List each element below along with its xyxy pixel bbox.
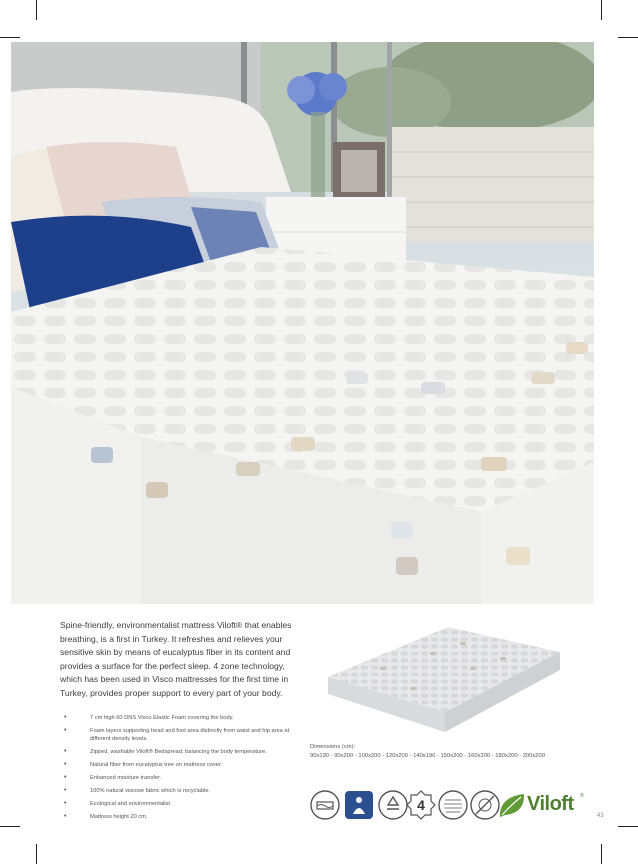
dimensions-label: Dimensions (cm):: [310, 744, 356, 750]
breathable-fabric-icon: [438, 790, 468, 820]
crop-mark: [601, 844, 602, 864]
list-item: • Enhanced moisture transfer.: [62, 774, 302, 782]
zone-number: 4: [417, 797, 425, 813]
list-item: • Natural fiber from eucalyptus tree on mattress cover.: [62, 761, 302, 769]
list-item: • Foam layers supporting head and foot area distinctly from waist and hip area at different density levels.: [62, 727, 302, 744]
crop-mark: [601, 0, 602, 20]
bedroom-photo: [11, 42, 594, 604]
crop-mark: [36, 0, 37, 20]
list-item: • 7 cm high 60 DNS Visco Elastic Foam covering the body.: [62, 714, 302, 722]
crop-mark: [0, 37, 20, 38]
list-item: • 100% natural viscose fabric which is recyclable.: [62, 787, 302, 795]
intro-paragraph: Spine-friendly, environmentalist mattress Viloft® that enables breathing, is a first in Turkey. It refreshes and relieves your sensitive skin by means of eucalyptus fiber in its content and provides a surface for the perfect sleep. 4 zone technology, which has been used in Visco mattresses for the first time in Turkey, provides proper support to every part of your body.: [60, 620, 292, 698]
list-item: • Mattress height 20 cm.: [62, 813, 302, 821]
four-zone-icon: [406, 790, 436, 820]
registered-mark: ®: [580, 793, 584, 799]
list-item: • Ecological and environmentalist.: [62, 800, 302, 808]
zipped-cover-icon: [344, 790, 374, 820]
dimensions-values: 90x190 - 90x200 - 100x200 - 120x200 - 140x190 - 150x200 - 160x200 - 180x200 - 200x200: [310, 753, 545, 759]
washable-mattress-icon: [310, 790, 340, 820]
leaf-icon: [497, 791, 527, 821]
crop-mark: [618, 37, 638, 38]
mattress-product-image: [320, 622, 570, 740]
page-number: 43: [597, 813, 604, 819]
crop-mark: [36, 844, 37, 864]
brand-name: Viloft: [527, 793, 574, 815]
crop-mark: [0, 826, 20, 827]
list-item: • Zipped, washable Viloft® Bedspread, balancing the body temperature.: [62, 748, 302, 756]
crop-mark: [618, 826, 638, 827]
feature-list: [62, 714, 302, 825]
hypoallergenic-icon: [470, 790, 500, 820]
recyclable-icon: [378, 790, 408, 820]
